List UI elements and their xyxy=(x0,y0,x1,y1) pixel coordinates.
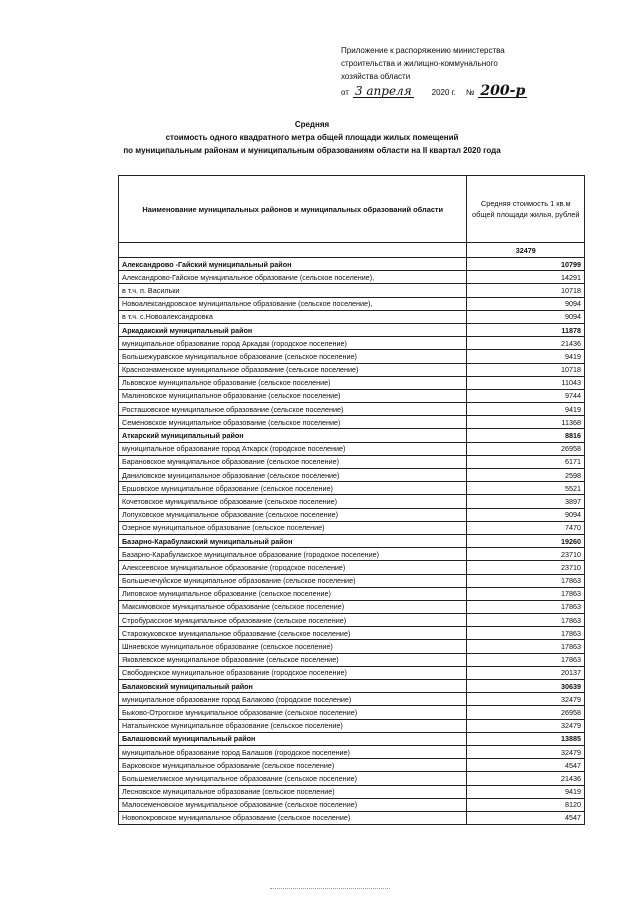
row-name: Балашовский муниципальный район xyxy=(119,732,467,745)
row-value: 17863 xyxy=(467,640,585,653)
number-label: № xyxy=(465,88,475,97)
row-name: Шняевское муниципальное образование (сельское поселение) xyxy=(119,640,467,653)
row-value: 6171 xyxy=(467,455,585,468)
row-value: 9419 xyxy=(467,785,585,798)
row-value: 32479 xyxy=(467,693,585,706)
table-row xyxy=(119,772,585,785)
row-name: Росташовское муниципальное образование (сельское поселение) xyxy=(119,403,467,416)
table-row xyxy=(119,627,585,640)
table-row xyxy=(119,785,585,798)
row-value: 32479 xyxy=(467,719,585,732)
row-name: муниципальное образование город Аркадак (городское поселение) xyxy=(119,337,467,350)
table-row xyxy=(119,587,585,600)
row-name: Лесновское муниципальное образование (сельское поселение) xyxy=(119,785,467,798)
row-value: 10799 xyxy=(467,258,585,271)
table-row xyxy=(119,455,585,468)
table-row xyxy=(119,574,585,587)
row-name: Большемеликское муниципальное образование (сельское поселение) xyxy=(119,772,467,785)
title-line-1: Средняя xyxy=(294,120,330,129)
row-value: 8816 xyxy=(467,429,585,442)
table-row xyxy=(119,561,585,574)
row-name: Львовское муниципальное образование (сельское поселение) xyxy=(119,376,467,389)
table-row xyxy=(119,337,585,350)
district-row xyxy=(119,429,585,442)
header-name: Наименование муниципальных районов и муниципальных образований области xyxy=(119,176,467,243)
table-row xyxy=(119,442,585,455)
row-name: Аткарский муниципальный район xyxy=(119,429,467,442)
table-row xyxy=(119,706,585,719)
table-row xyxy=(119,653,585,666)
total-label xyxy=(119,243,467,258)
row-value: 9744 xyxy=(467,389,585,402)
row-name: Быково-Отрогское муниципальное образование (сельское поселение) xyxy=(119,706,467,719)
table-row xyxy=(119,719,585,732)
row-value: 23710 xyxy=(467,561,585,574)
row-name: Александрово -Гайский муниципальный район xyxy=(119,258,467,271)
row-name: Базарно-Карабулакское муниципальное образование (городское поселение) xyxy=(119,548,467,561)
row-name: Яковлевское муниципальное образование (сельское поселение) xyxy=(119,653,467,666)
row-value: 14291 xyxy=(467,271,585,284)
row-value: 17863 xyxy=(467,587,585,600)
row-name: Семеновское муниципальное образование (сельское поселение) xyxy=(119,416,467,429)
district-row xyxy=(119,732,585,745)
appendix-date-line xyxy=(341,85,591,99)
row-name: Кочетовское муниципальное образование (сельское поселение) xyxy=(119,495,467,508)
price-table xyxy=(118,175,585,825)
table-row xyxy=(119,389,585,402)
district-row xyxy=(119,323,585,336)
table-row xyxy=(119,363,585,376)
appendix-line-1: Приложение к распоряжению министерства xyxy=(341,46,505,55)
table-row xyxy=(119,745,585,758)
row-name: Аркадакский муниципальный район xyxy=(119,323,467,336)
row-name: Липовское муниципальное образование (сельское поселение) xyxy=(119,587,467,600)
row-name: Максимовское муниципальное образование (сельское поселение) xyxy=(119,600,467,613)
row-value: 17863 xyxy=(467,627,585,640)
row-value: 4547 xyxy=(467,759,585,772)
total-value: 32479 xyxy=(467,243,585,258)
row-value: 17863 xyxy=(467,614,585,627)
row-value: 30639 xyxy=(467,680,585,693)
row-name: Даниловское муниципальное образование (сельское поселение) xyxy=(119,469,467,482)
row-value: 19260 xyxy=(467,534,585,547)
row-name: Большечечуйское муниципальное образование (сельское поселение) xyxy=(119,574,467,587)
row-value: 20137 xyxy=(467,666,585,679)
row-value: 21436 xyxy=(467,772,585,785)
table-row xyxy=(119,640,585,653)
appendix-note xyxy=(341,44,591,99)
table-row xyxy=(119,600,585,613)
appendix-line-3: хозяйства области xyxy=(341,72,411,81)
row-value: 11043 xyxy=(467,376,585,389)
row-value: 17863 xyxy=(467,653,585,666)
row-name: Лопуховское муниципальное образование (сельское поселение) xyxy=(119,508,467,521)
table-header-row xyxy=(119,176,585,243)
row-value: 21436 xyxy=(467,337,585,350)
row-value: 2598 xyxy=(467,469,585,482)
row-name: в т.ч. п. Васильки xyxy=(119,284,467,297)
row-value: 4547 xyxy=(467,811,585,824)
table-row xyxy=(119,403,585,416)
row-name: Натальинское муниципальное образование (сельское поселение) xyxy=(119,719,467,732)
handwritten-number: 200-р xyxy=(480,83,526,99)
table-row xyxy=(119,548,585,561)
table-row xyxy=(119,416,585,429)
title-line-2: стоимость одного квадратного метра общей площади жилых помещений xyxy=(165,133,459,142)
row-name: Барковское муниципальное образование (сельское поселение) xyxy=(119,759,467,772)
table-row xyxy=(119,666,585,679)
row-name: Барановское муниципальное образование (сельское поселение) xyxy=(119,455,467,468)
table-row xyxy=(119,297,585,310)
district-row xyxy=(119,680,585,693)
row-name: Новоалександровское муниципальное образование (сельское поселение), xyxy=(119,297,467,310)
row-value: 11368 xyxy=(467,416,585,429)
row-value: 9419 xyxy=(467,403,585,416)
row-value: 9094 xyxy=(467,310,585,323)
row-name: Малосеменовское муниципальное образование (сельское поселение) xyxy=(119,798,467,811)
from-label: от xyxy=(341,88,349,97)
footer-divider xyxy=(270,888,390,891)
row-name: Свободинское муниципальное образование (городское поселение) xyxy=(119,666,467,679)
header-price: Средняя стоимость 1 кв.м общей площади жилья, рублей xyxy=(467,176,585,243)
row-name: Ершовское муниципальное образование (сельское поселение) xyxy=(119,482,467,495)
handwritten-date: 3 апреля xyxy=(354,84,412,98)
appendix-line-2: строительства и жилищно-коммунального xyxy=(341,59,498,68)
row-value: 11878 xyxy=(467,323,585,336)
table-row xyxy=(119,310,585,323)
row-value: 26958 xyxy=(467,442,585,455)
table-body xyxy=(119,243,585,825)
row-name: в т.ч. с.Новоалександровка xyxy=(119,310,467,323)
table-row xyxy=(119,469,585,482)
row-name: Александрово-Гайское муниципальное образование (сельское поселение), xyxy=(119,271,467,284)
total-row xyxy=(119,243,585,258)
table-row xyxy=(119,614,585,627)
row-name: Алексеевское муниципальное образование (городское поселение) xyxy=(119,561,467,574)
row-name: муниципальное образование город Балашов (городское поселение) xyxy=(119,745,467,758)
row-name: Краснознаменское муниципальное образование (сельское поселение) xyxy=(119,363,467,376)
row-name: Базарно-Карабулакский муниципальный район xyxy=(119,534,467,547)
row-name: Озерное муниципальное образование (сельское поселение) xyxy=(119,521,467,534)
row-value: 17863 xyxy=(467,574,585,587)
table-row xyxy=(119,811,585,824)
row-value: 32479 xyxy=(467,745,585,758)
document-title xyxy=(92,118,532,157)
table-row xyxy=(119,284,585,297)
table-row xyxy=(119,693,585,706)
row-value: 13885 xyxy=(467,732,585,745)
row-name: Большежуравское муниципальное образование (сельское поселение) xyxy=(119,350,467,363)
row-name: Малиновское муниципальное образование (сельское поселение) xyxy=(119,389,467,402)
row-name: Старожуковское муниципальное образование (сельское поселение) xyxy=(119,627,467,640)
row-value: 5521 xyxy=(467,482,585,495)
row-value: 9419 xyxy=(467,350,585,363)
year-label: 2020 г. xyxy=(431,88,456,97)
district-row xyxy=(119,534,585,547)
row-value: 26958 xyxy=(467,706,585,719)
row-value: 9094 xyxy=(467,508,585,521)
row-value: 17863 xyxy=(467,600,585,613)
row-name: Новопокровское муниципальное образование (сельское поселение) xyxy=(119,811,467,824)
row-value: 7470 xyxy=(467,521,585,534)
row-value: 8120 xyxy=(467,798,585,811)
row-name: муниципальное образование город Аткарск (городское поселение) xyxy=(119,442,467,455)
title-line-3: по муниципальным районам и муниципальным образованиям области на II квартал 2020 года xyxy=(123,146,501,155)
row-value: 9094 xyxy=(467,297,585,310)
table-row xyxy=(119,521,585,534)
table-row xyxy=(119,482,585,495)
table-row xyxy=(119,350,585,363)
row-name: муниципальное образование город Балаково (городское поселение) xyxy=(119,693,467,706)
district-row xyxy=(119,258,585,271)
row-value: 10718 xyxy=(467,284,585,297)
table-row xyxy=(119,798,585,811)
row-value: 23710 xyxy=(467,548,585,561)
row-name: Балаковский муниципальный район xyxy=(119,680,467,693)
row-name: Стробурасское муниципальное образование (сельское поселение) xyxy=(119,614,467,627)
table-row xyxy=(119,376,585,389)
row-value: 10718 xyxy=(467,363,585,376)
table-row xyxy=(119,508,585,521)
table-row xyxy=(119,271,585,284)
table-row xyxy=(119,495,585,508)
row-value: 3897 xyxy=(467,495,585,508)
table-row xyxy=(119,759,585,772)
